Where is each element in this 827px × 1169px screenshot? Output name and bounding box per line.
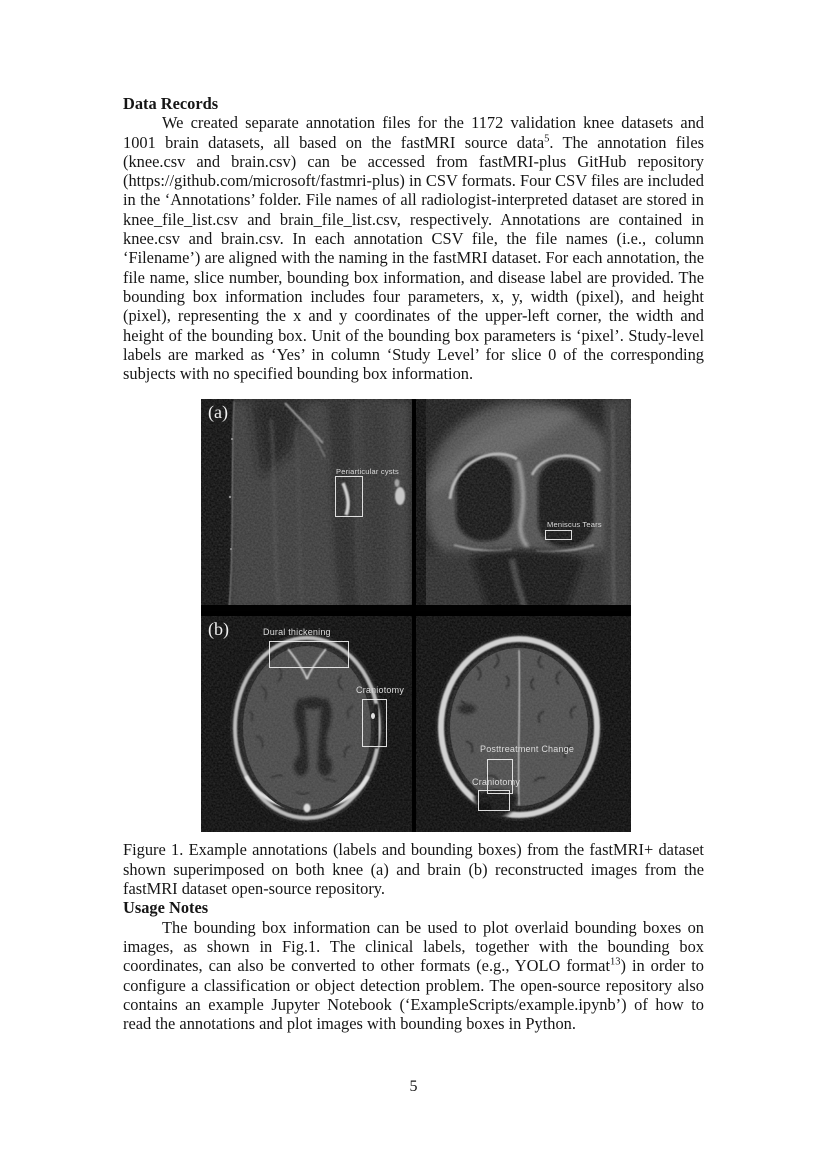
mri-panel-brain-axial-2 bbox=[416, 616, 631, 832]
bounding-box-periarticular-cysts bbox=[335, 476, 363, 517]
paragraph-text: The bounding box information can be used to plot overlaid bounding boxes on images, as shown in Fig.1. The clinical labels, together with the bounding box coordinates, can also be converted to other formats (e.g., YOLO format bbox=[123, 917, 704, 976]
page-content bbox=[123, 94, 704, 1033]
mri-panel-knee-sagittal bbox=[201, 399, 412, 611]
annotation-label-periarticular-cysts: Periarticular cysts bbox=[336, 467, 399, 477]
data-records-paragraph bbox=[123, 113, 704, 383]
annotation-label-dural-thickening: Dural thickening bbox=[263, 627, 331, 638]
page-number: 5 bbox=[409, 1078, 418, 1095]
annotation-label-meniscus-tears: Meniscus Tears bbox=[547, 520, 602, 530]
section-heading-data-records: Data Records bbox=[123, 94, 219, 113]
panel-a-tag: (a) bbox=[208, 402, 228, 423]
figure-1 bbox=[201, 399, 631, 832]
usage-notes-paragraph bbox=[123, 918, 704, 1034]
reference-superscript: 13 bbox=[610, 956, 621, 968]
bounding-box-craniotomy-2 bbox=[478, 790, 510, 811]
annotation-label-craniotomy-2: Craniotomy bbox=[472, 777, 521, 788]
bounding-box-craniotomy-1 bbox=[362, 699, 387, 747]
reference-superscript: 5 bbox=[544, 133, 550, 145]
panel-b-tag: (b) bbox=[208, 619, 229, 640]
annotation-label-craniotomy-1: Craniotomy bbox=[356, 685, 405, 696]
knee-sagittal-mri-image bbox=[201, 399, 412, 611]
section-heading-usage-notes: Usage Notes bbox=[123, 898, 209, 918]
knee-coronal-mri-image bbox=[416, 399, 631, 611]
figure-caption: Figure 1. Example annotations (labels and bounding boxes) from the fastMRI+ dataset shown superimposed on both knee (a) and brain (b) reconstructed images from the fastMRI dataset open-source repository. bbox=[123, 840, 704, 899]
paragraph-text: We created separate annotation files for the 1172 validation knee datasets and 1001 brain datasets, all based on the fastMRI source data bbox=[123, 113, 704, 152]
paragraph-text: . The annotation files (knee.csv and brain.csv) can be accessed from fastMRI-plus GitHub repository (https://github.com/microsoft/fastmri-plus) in CSV formats. Four CSV files are included in the ‘Annotations’ folder. File names of all radiologist-interpreted dataset are stored in knee_file_list.csv and brain_file_list.csv, respectively. Annotations are contained in knee.csv and brain.csv. In each annotation CSV file, the file names (i.e., column ‘Filename’) are aligned with the naming in the fastMRI dataset. For each annotation, the file name, slice number, bounding box information, and disease label are provided. The bounding box information includes four parameters, x, y, width (pixel), and height (pixel), representing the x and y coordinates of the upper-left corner, the width and height of the bounding box. Unit of the bounding box parameters is ‘pixel’. Study-level labels are marked as ‘Yes’ in column ‘Study Level’ for slice 0 of the corresponding subjects with no specified bounding box information. bbox=[123, 132, 704, 384]
paragraph-text: ) in order to configure a classification or object detection problem. The open-source repository also contains an example Jupyter Notebook (‘ExampleScripts/example.ipynb’) of how to read the annotations and plot images with bounding boxes in Python. bbox=[123, 956, 704, 1034]
brain-axial-mri-image-2 bbox=[416, 616, 631, 832]
mri-panel-brain-axial-1 bbox=[201, 616, 412, 832]
bounding-box-meniscus-tears bbox=[545, 530, 572, 540]
annotation-label-posttreatment-change: Posttreatment Change bbox=[480, 744, 575, 755]
bounding-box-dural-thickening bbox=[269, 641, 349, 668]
mri-panel-knee-coronal bbox=[416, 399, 631, 611]
